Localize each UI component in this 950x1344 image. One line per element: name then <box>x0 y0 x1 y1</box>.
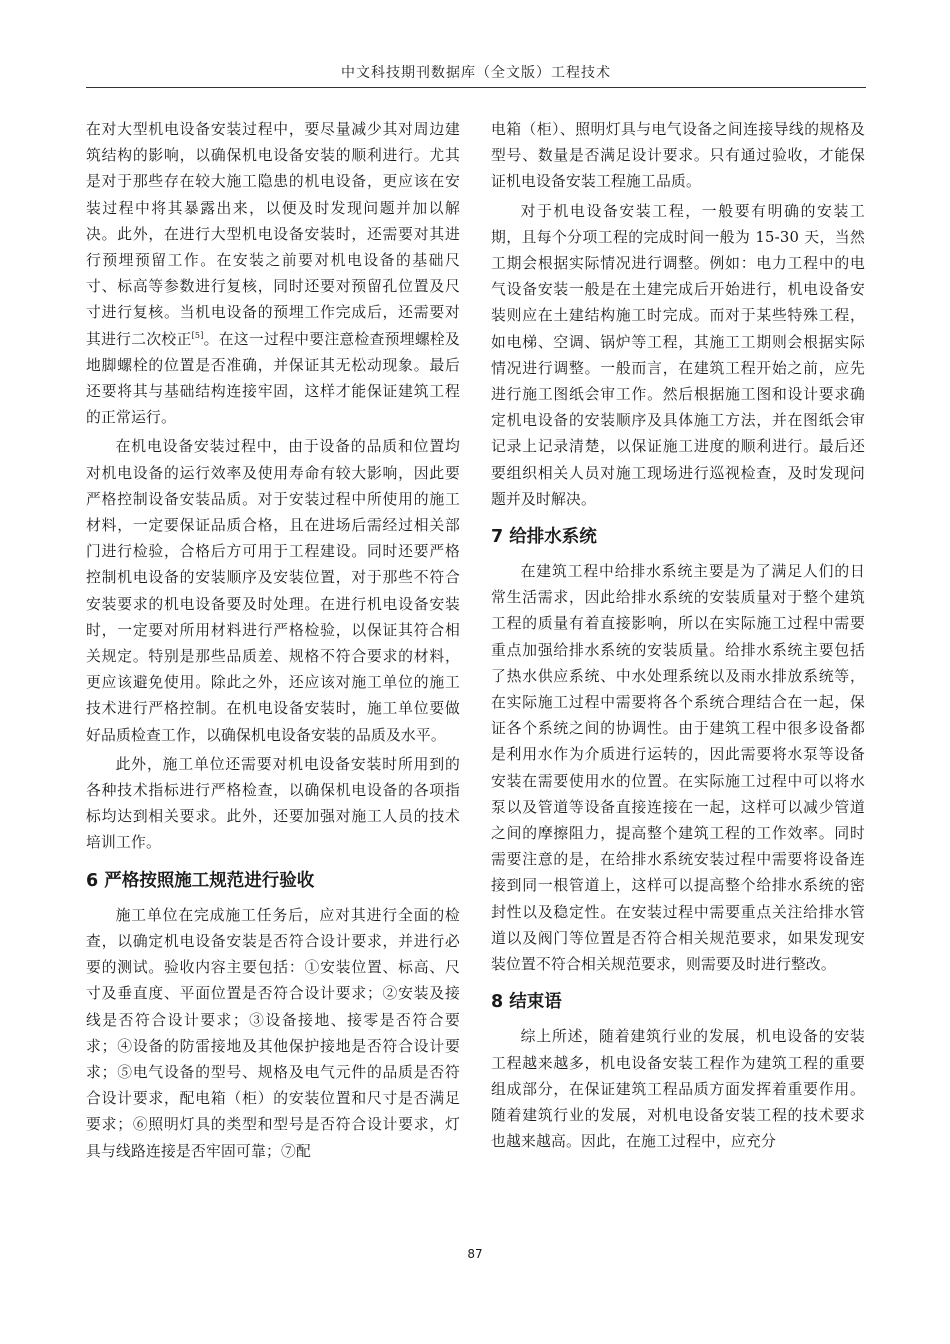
citation-ref[interactable]: [5] <box>191 330 204 340</box>
section-7-heading: 7 给排水系统 <box>491 527 597 548</box>
left-column <box>86 117 460 1165</box>
paragraph-text: 在对大型机电设备安装过程中，要尽量减少其对周边建筑结构的影响，以确保机电设备安装的顺利进行。尤其是对于那些存在较大施工隐患的机电设备，更应该在安装过程中将其暴露出来，以便及时发现问题并加以解决。此外，在进行大型机电设备安装时，还需要对其进行预埋预留工作。在安装之前要对机电设备的基础尺寸、标高等参数进行复核，同时还要对预留孔位置及尺寸进行复核。当机电设备的预埋工作完成后，还需要对其进行二次校正 <box>86 121 460 348</box>
paragraph-text: 。在这一过程中要注意检查预埋螺栓及地脚螺栓的位置是否准确，并保证其无松动现象。最后还要将其与基础结构连接牢固，这样才能保证建筑工程的正常运行。 <box>86 330 461 427</box>
left-paragraph-2: 在机电设备安装过程中，由于设备的品质和位置均对机电设备的运行效率及使用寿命有较大影响，因此要严格控制设备安装品质。对于安装过程中所使用的施工材料，一定要保证品质合格，且在进场后需经过相关部门进行检验，合格后方可用于工程建设。同时还要严格控制机电设备的安装顺序及安装位置，对于那些不符合安装要求的机电设备要及时处理。在进行机电设备安装时，一定要对所用材料进行严格检验，以保证其符合相关规定。特别是那些品质差、规格不符合要求的材料，更应该避免使用。除此之外，还应该对施工单位的施工技术进行严格控制。在机电设备安装时，施工单位要做好品质检查工作，以确保机电设备安装的品质及水平。 <box>86 438 460 744</box>
left-paragraph-1 <box>86 117 460 431</box>
left-paragraph-4: 施工单位在完成施工任务后，应对其进行全面的检查，以确定机电设备安装是否符合设计要求，并进行必要的测试。验收内容主要包括：①安装位置、标高、尺寸及垂直度、平面位置是否符合设计要求；②安装及接线是否符合设计要求；③设备接地、接零是否符合要求；④设备的防雷接地及其他保护接地是否符合设计要求；⑤电气设备的型号、规格及电气元件的品质是否符合设计要求，配电箱（柜）的安装位置和尺寸是否满足要求；⑥照明灯具的类型和型号是否符合设计要求，灯具与线路连接是否牢固可靠；⑦配 <box>86 906 460 1160</box>
right-paragraph-1: 电箱（柜）、照明灯具与电气设备之间连接导线的规格及型号、数量是否满足设计要求。只有通过验收，才能保证机电设备安装工程施工品质。 <box>491 121 865 191</box>
section-8-heading: 8 结束语 <box>491 992 562 1013</box>
header-rule <box>86 87 866 88</box>
right-paragraph-4: 综上所述，随着建筑行业的发展，机电设备的安装工程越来越多，机电设备安装工程作为建筑工程的重要组成部分，在保证建筑工程品质方面发挥着重要作用。随着建筑行业的发展，对机电设备安装工程的技术要求也越来越高。因此，在施工过程中，应充分 <box>491 1028 865 1151</box>
right-paragraph-3: 在建筑工程中给排水系统主要是为了满足人们的日常生活需求，因此给排水系统的安装质量对于整个建筑工程的质量有着直接影响，所以在实际施工过程中需要重点加强给排水系统的安装质量。给排水系统主要包括了热水供应系统、中水处理系统以及雨水排放系统等，在实际施工过程中需要将各个系统合理结合在一起，保证各个系统之间的协调性。由于建筑工程中很多设备都是利用水作为介质进行运转的，因此需要将水泵等设备安装在需要使用水的位置。在实际施工过程中可以将水泵以及管道等设备直接连接在一起，这样可以减少管道之间的摩擦阻力，提高整个建筑工程的工作效率。同时需要注意的是，在给排水系统安装过程中需要将设备连接到同一根管道上，这样可以提高整个给排水系统的密封性以及稳定性。在安装过程中需要重点关注给排水管道以及阀门等位置是否符合相关规范要求，如果发现安装位置不符合相关规范要求，则需要及时进行整改。 <box>491 563 865 974</box>
right-column <box>491 117 865 1155</box>
section-6-heading: 6 严格按照施工规范进行验收 <box>86 870 315 891</box>
page-number: 87 <box>467 1247 483 1261</box>
left-paragraph-3: 此外，施工单位还需要对机电设备安装时所用到的各种技术指标进行严格检查，以确保机电设备的各项指标均达到相关要求。此外，还要加强对施工人员的技术培训工作。 <box>86 755 460 852</box>
journal-header: 中文科技期刊数据库（全文版）工程技术 <box>341 65 611 81</box>
right-paragraph-2: 对于机电设备安装工程，一般要有明确的安装工期，且每个分项工程的完成时间一般为 15-30 天，当然工期会根据实际情况进行调整。例如：电力工程中的电气设备安装一般是在土建完成后开始进行，机电设备安装则应在土建结构施工时完成。而对于某些特殊工程，如电梯、空调、锅炉等工程，其施工工期则会根据实际情况进行调整。一般而言，在建筑工程开始之前，应先进行施工图纸会审工作。然后根据施工图和设计要求确定机电设备的安装顺序及具体施工方法，并在图纸会审记录上记录清楚，以保证施工进度的顺利进行。最后还要组织相关人员对施工现场进行巡视检查，及时发现问题并及时解决。 <box>491 202 865 508</box>
